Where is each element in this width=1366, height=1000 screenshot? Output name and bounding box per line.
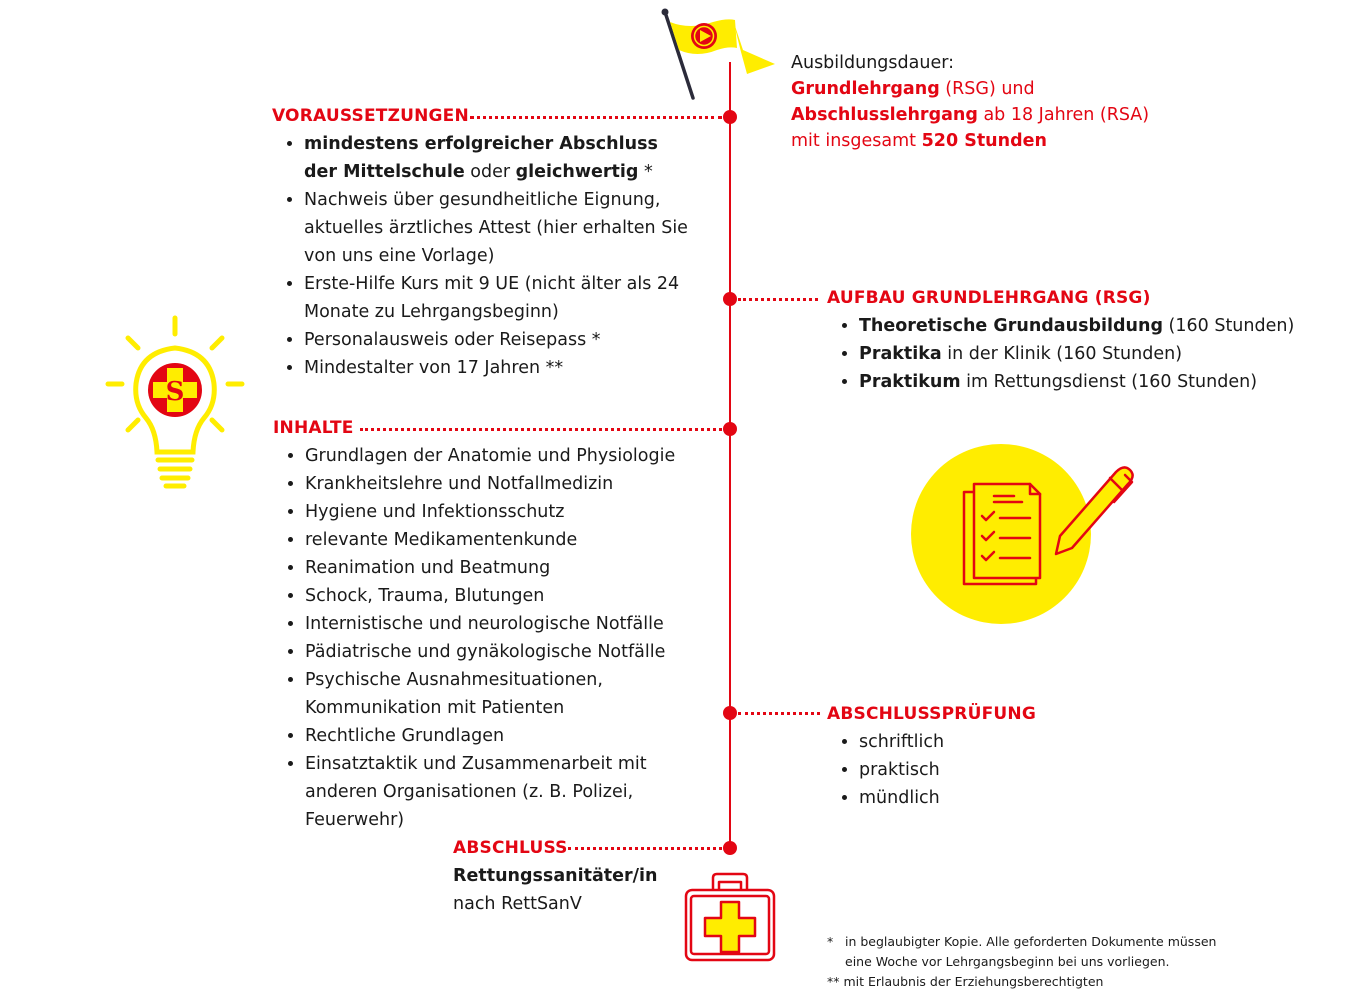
timeline-node-pruefung <box>723 706 737 720</box>
training-duration <box>791 50 1149 154</box>
pruefung-connector <box>738 712 820 715</box>
duration-label: Ausbildungsdauer: <box>791 53 955 73</box>
inhalte-connector <box>360 428 722 431</box>
first-aid-kit-icon <box>683 870 777 964</box>
list-item: • praktisch <box>859 756 1059 784</box>
lightbulb-icon <box>100 312 250 492</box>
list-item: • schriftlich <box>859 728 1059 756</box>
list-item: • Nachweis über gesundheitliche Eignung, aktuelles ärztliches Attest (hier erhalten Sie von uns eine Vorlage) <box>304 186 694 270</box>
duration-line-3: Abschlusslehrgang ab 18 Jahren (RSA) <box>791 105 1150 125</box>
list-item: • Pädiatrische und gynäkologische Notfälle <box>305 638 715 666</box>
abschluss-title: ABSCHLUSS <box>453 838 568 858</box>
list-item: • mindestens erfolgreicher Abschluss der Mittelschule oder gleichwertig * <box>304 130 694 186</box>
checklist-pencil-icon <box>910 440 1140 630</box>
timeline-line <box>729 62 731 852</box>
list-item: • Personalausweis oder Reisepass * <box>304 326 694 354</box>
footnote-1 <box>827 932 1247 972</box>
list-item: • Psychische Ausnahmesituationen, Kommunikation mit Patienten <box>305 666 625 722</box>
footnote-mark: ** <box>827 974 840 989</box>
list-item: • Mindestalter von 17 Jahren ** <box>304 354 694 382</box>
footnote-text: in beglaubigter Kopie. Alle geforderten Dokumente müssen eine Woche vor Lehrgangsbeginn bei uns vorliegen. <box>845 934 1217 969</box>
voraussetzungen-title: VORAUSSETZUNGEN <box>272 106 469 126</box>
list-item: • Einsatztaktik und Zusammenarbeit mit anderen Organisationen (z. B. Polizei, Feuerwehr) <box>305 750 665 834</box>
duration-line-4: mit insgesamt 520 Stunden <box>791 131 1047 151</box>
list-item: • Internistische und neurologische Notfälle <box>305 610 715 638</box>
timeline-node-aufbau <box>723 292 737 306</box>
aufbau-connector <box>738 298 818 301</box>
inhalte-title: INHALTE <box>273 418 354 438</box>
inhalte-list <box>273 442 715 834</box>
voraussetzungen-connector <box>470 116 722 119</box>
pruefung-title: ABSCHLUSSPRÜFUNG <box>827 704 1036 724</box>
list-item: • Praktikum im Rettungsdienst (160 Stunden) <box>859 368 1359 396</box>
list-item: • Schock, Trauma, Blutungen <box>305 582 715 610</box>
aufbau-title: AUFBAU GRUNDLEHRGANG (RSG) <box>827 288 1151 308</box>
abschluss-connector <box>568 847 722 850</box>
degree-title: Rettungssanitäter/in <box>453 866 658 886</box>
timeline-node-inhalte <box>723 422 737 436</box>
list-item: • Theoretische Grundausbildung (160 Stunden) <box>859 312 1359 340</box>
footnote-text: mit Erlaubnis der Erziehungsberechtigten <box>843 974 1104 989</box>
list-item: • Praktika in der Klinik (160 Stunden) <box>859 340 1359 368</box>
timeline-node-abschluss <box>723 841 737 855</box>
degree-regulation: nach RettSanV <box>453 894 582 914</box>
list-item: • Krankheitslehre und Notfallmedizin <box>305 470 715 498</box>
list-item: • Reanimation und Beatmung <box>305 554 715 582</box>
flag-play-icon <box>655 6 780 101</box>
timeline-node-voraussetzungen <box>723 110 737 124</box>
list-item: • Grundlagen der Anatomie und Physiologie <box>305 442 715 470</box>
footnote-mark: * <box>827 934 834 949</box>
list-item: • Hygiene und Infektionsschutz <box>305 498 715 526</box>
list-item: • mündlich <box>859 784 1059 812</box>
list-item: • relevante Medikamentenkunde <box>305 526 715 554</box>
list-item: • Erste-Hilfe Kurs mit 9 UE (nicht älter als 24 Monate zu Lehrgangsbeginn) <box>304 270 694 326</box>
aufbau-list <box>827 312 1359 396</box>
abschluss-degree <box>453 862 658 918</box>
list-item: • Rechtliche Grundlagen <box>305 722 715 750</box>
pruefung-list <box>827 728 1059 812</box>
duration-line-2: Grundlehrgang (RSG) und <box>791 79 1035 99</box>
bulb-letter: S <box>165 377 185 407</box>
voraussetzungen-list <box>272 130 694 382</box>
footnote-2 <box>827 972 1247 992</box>
